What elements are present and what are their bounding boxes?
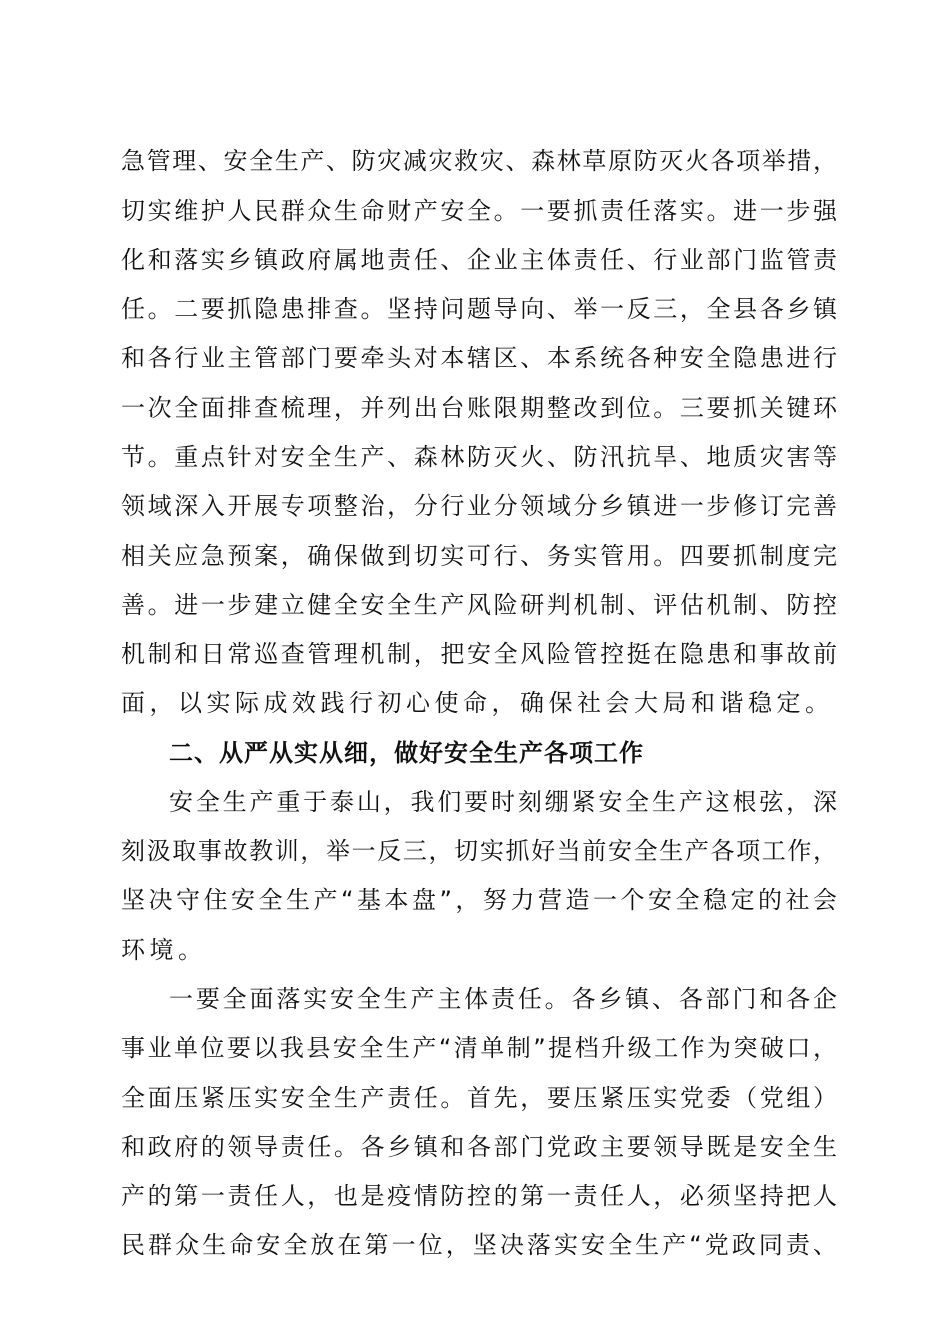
text-line: 和各行业主管部门要牵头对本辖区、本系统各种安全隐患进行 [121, 344, 837, 372]
text-line: 化和落实乡镇政府属地责任、企业主体责任、行业部门监管责 [121, 246, 837, 274]
text-line: 民群众生命安全放在第一位，坚决落实安全生产“党政同责、 [121, 1231, 837, 1259]
text-line: 产的第一责任人，也是疫情防控的第一责任人，必须坚持把人 [121, 1182, 837, 1210]
text-line: 刻汲取事故教训，举一反三，切实抓好当前安全生产各项工作， [121, 837, 837, 865]
paragraph-first-line: 一要全面落实安全生产主体责任。各乡镇、各部门和各企 [169, 985, 837, 1013]
text-line: 机制和日常巡查管理机制，把安全风险管控挺在隐患和事故前 [121, 640, 837, 668]
text-line: 一次全面排查梳理，并列出台账限期整改到位。三要抓关键环 [121, 394, 837, 422]
paragraph-first-line: 安全生产重于泰山，我们要时刻绷紧安全生产这根弦，深 [169, 788, 837, 816]
text-line: 和政府的领导责任。各乡镇和各部门党政主要领导既是安全生 [121, 1133, 837, 1161]
text-line: 面，以实际成效践行初心使命，确保社会大局和谐稳定。 [121, 689, 834, 717]
text-line: 事业单位要以我县安全生产“清单制”提档升级工作为突破口， [121, 1034, 837, 1062]
text-line: 全面压紧压实安全生产责任。首先，要压紧压实党委（党组） [121, 1084, 837, 1112]
text-line: 切实维护人民群众生命财产安全。一要抓责任落实。进一步强 [121, 197, 837, 225]
text-line: 善。进一步建立健全安全生产风险研判机制、评估机制、防控 [121, 591, 837, 619]
text-line: 环境。 [121, 936, 207, 964]
text-line: 任。二要抓隐患排查。坚持问题导向、举一反三，全县各乡镇 [121, 295, 837, 323]
section-heading: 二、从严从实从细，做好安全生产各项工作 [169, 739, 644, 767]
text-line: 急管理、安全生产、防灾减灾救灾、森林草原防灭火各项举措， [121, 147, 837, 175]
text-line: 领域深入开展专项整治，分行业分领域分乡镇进一步修订完善 [121, 492, 837, 520]
text-line: 相关应急预案，确保做到切实可行、务实管用。四要抓制度完 [121, 542, 837, 570]
text-line: 节。重点针对安全生产、森林防灭火、防汛抗旱、地质灾害等 [121, 443, 837, 471]
text-line: 坚决守住安全生产“基本盘”，努力营造一个安全稳定的社会 [121, 886, 837, 914]
